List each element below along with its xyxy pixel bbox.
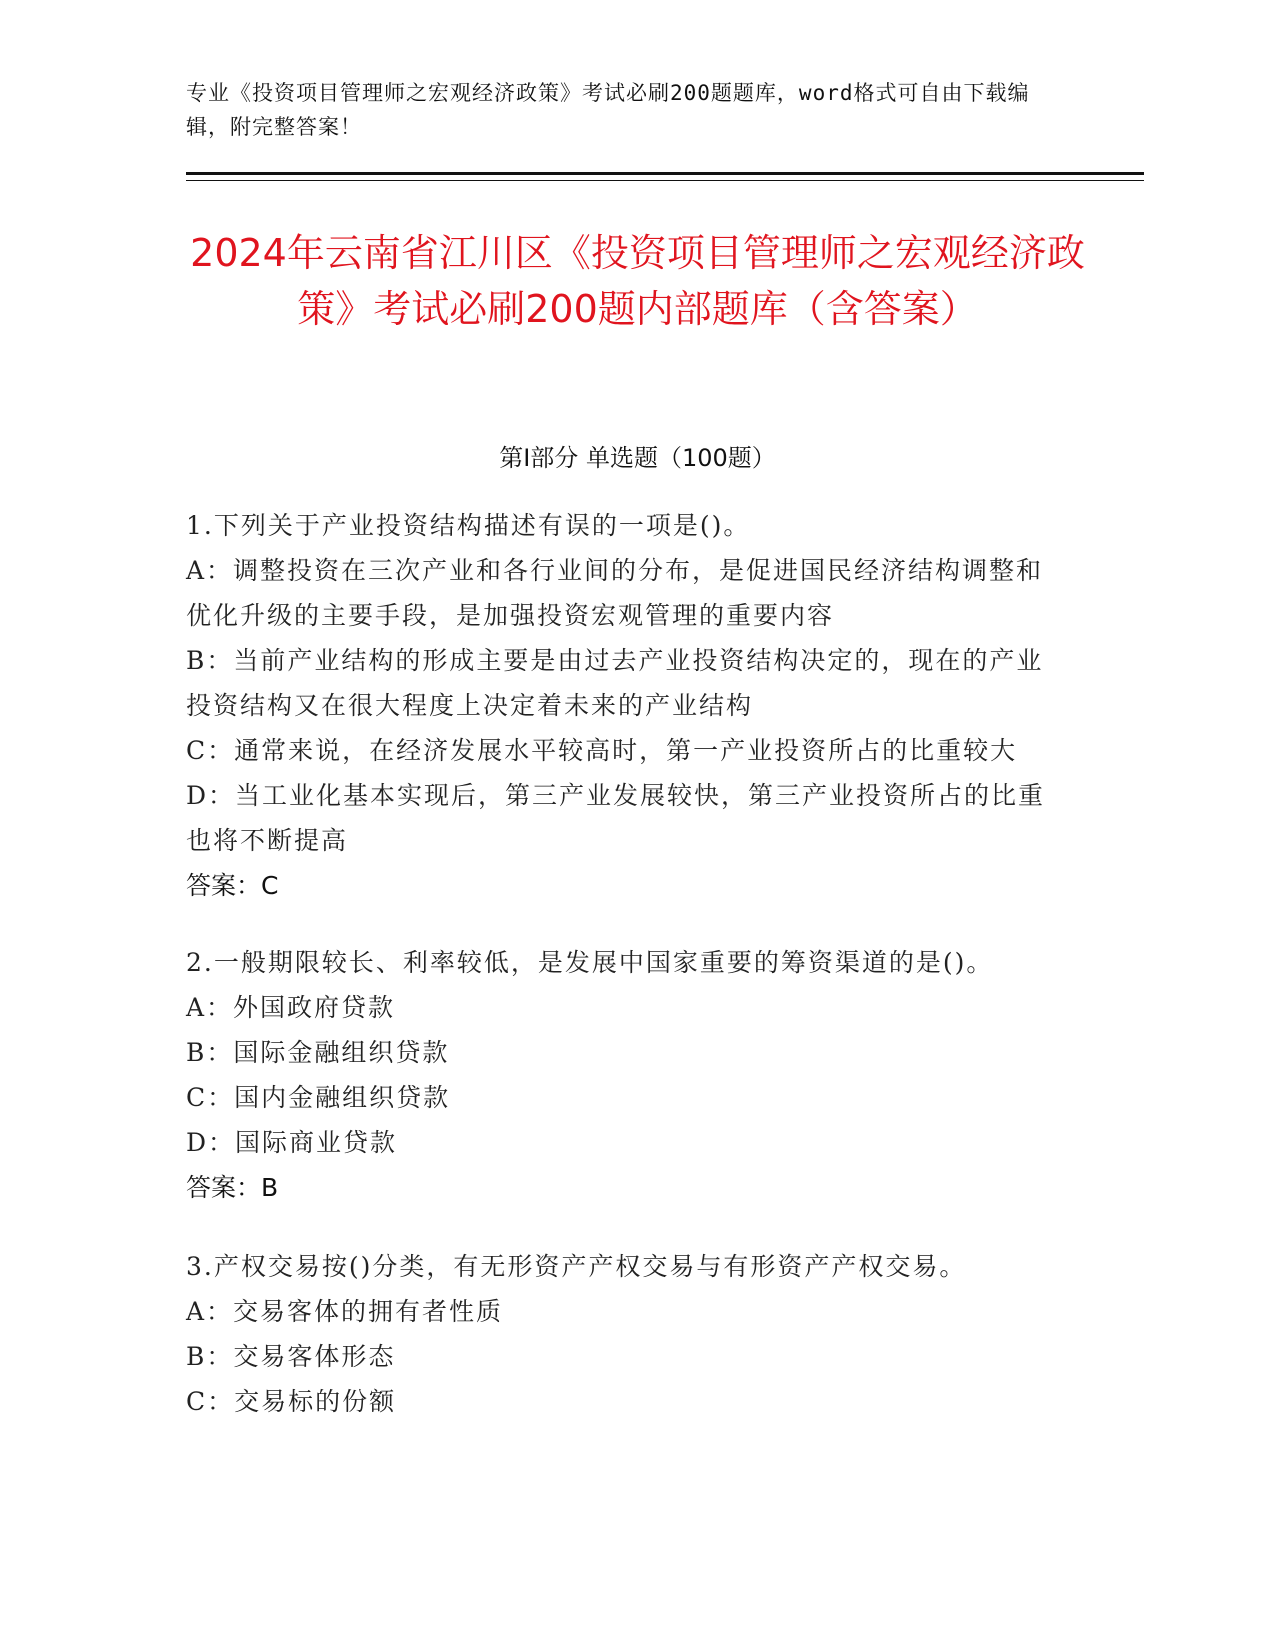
header-divider-thick	[186, 172, 1144, 175]
header-divider-thin	[186, 180, 1144, 181]
answer: 答案：B	[186, 1173, 279, 1202]
section-title: 第Ⅰ部分 单选题（100题）	[499, 444, 776, 472]
option-b: B：当前产业结构的形成主要是由过去产业投资结构决定的，现在的产业投资结构又在很大程度上决定着未来的产业结构	[186, 646, 1044, 720]
question-2	[186, 940, 1066, 1210]
option-d: D：当工业化基本实现后，第三产业发展较快，第三产业投资所占的比重也将不断提高	[186, 781, 1046, 855]
question-stem: 1.下列关于产业投资结构描述有误的一项是()。	[186, 511, 751, 540]
question-stem: 3.产权交易按()分类，有无形资产产权交易与有形资产产权交易。	[186, 1252, 967, 1281]
document-title: 2024年云南省江川区《投资项目管理师之宏观经济政策》考试必刷200题内部题库（含答案）	[190, 231, 1085, 331]
answer: 答案：C	[186, 871, 279, 900]
option-b: B：交易客体形态	[186, 1342, 396, 1371]
option-c: C：国内金融组织贷款	[186, 1083, 451, 1112]
question-1	[186, 503, 1066, 908]
option-a: A：交易客体的拥有者性质	[186, 1297, 504, 1326]
option-a: A：外国政府贷款	[186, 993, 396, 1022]
option-a: A：调整投资在三次产业和各行业间的分布，是促进国民经济结构调整和优化升级的主要手段，是加强投资宏观管理的重要内容	[186, 556, 1044, 630]
option-d: D：国际商业贷款	[186, 1128, 398, 1157]
option-c: C：交易标的份额	[186, 1387, 397, 1416]
question-stem: 2.一般期限较长、利率较低，是发展中国家重要的筹资渠道的是()。	[186, 948, 994, 977]
question-3	[186, 1244, 1066, 1424]
header-note: 专业《投资项目管理师之宏观经济政策》考试必刷200题题库，word格式可自由下载编辑，附完整答案！	[186, 81, 1030, 139]
option-c: C：通常来说，在经济发展水平较高时，第一产业投资所占的比重较大	[186, 736, 1018, 765]
option-b: B：国际金融组织贷款	[186, 1038, 450, 1067]
